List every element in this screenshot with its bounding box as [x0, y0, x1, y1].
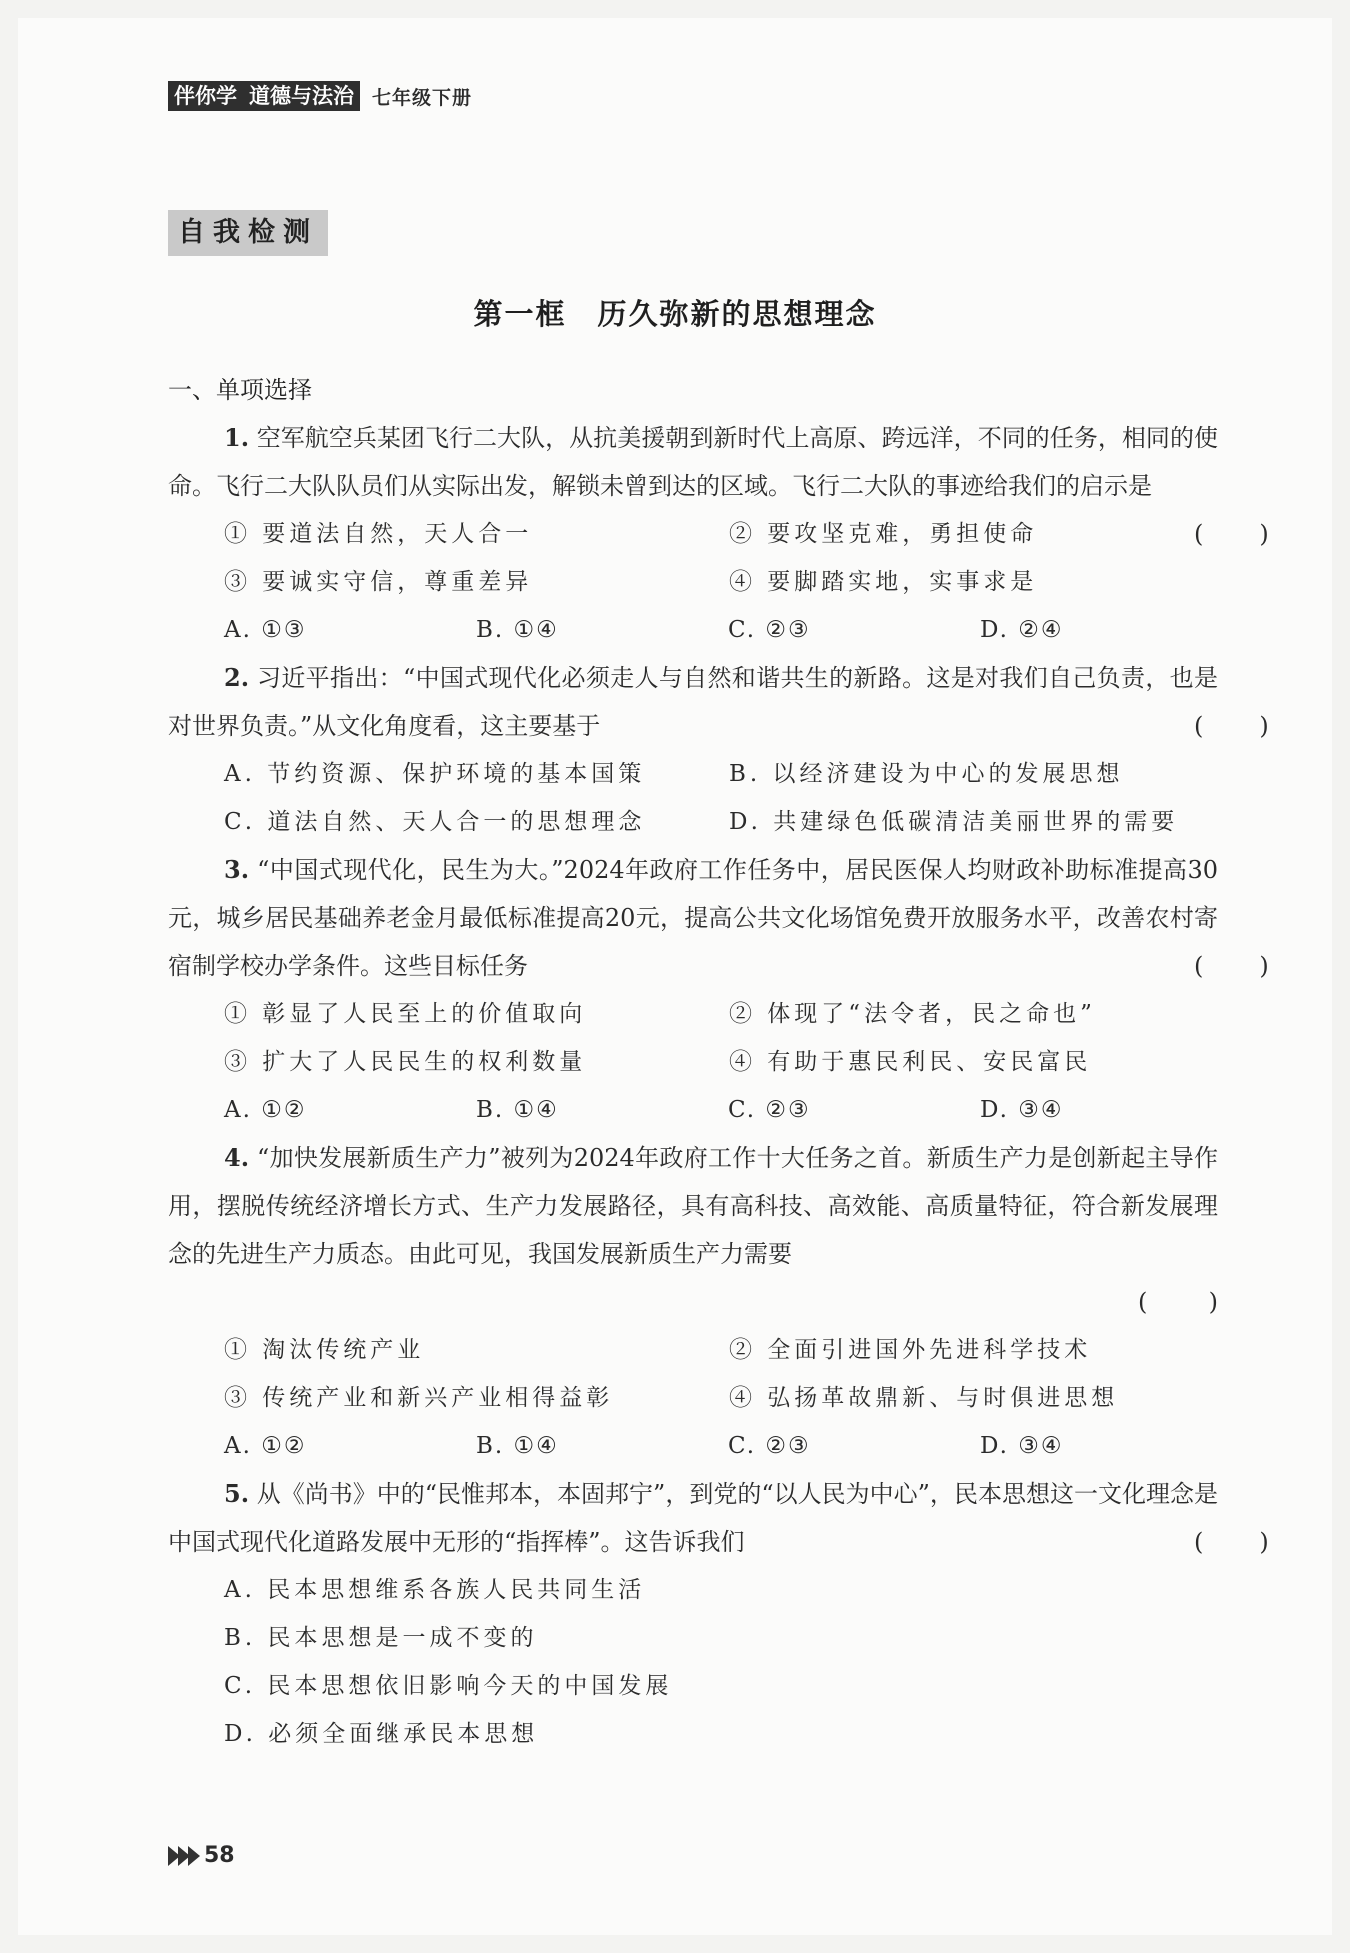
choice: B. 以经济建设为中心的发展思想	[729, 761, 1124, 787]
choice-list	[168, 606, 1218, 654]
grade-label: 七年级下册	[372, 86, 473, 109]
choice-list	[168, 1422, 1218, 1470]
choice: D. 共建绿色低碳清洁美丽世界的需要	[729, 809, 1179, 835]
choice: C. 民本思想依旧影响今天的中国发展	[224, 1673, 673, 1699]
choice: C. 道法自然、天人合一的思想理念	[224, 809, 646, 835]
question-text: 习近平指出：“中国式现代化必须走人与自然和谐共生的新路。这是对我们自己负责，也是对世界负责。”从文化角度看，这主要基于	[168, 664, 1218, 740]
choice: D. ③④	[980, 1097, 1064, 1123]
choice-list	[168, 1566, 1218, 1758]
choice: C. ②③	[728, 617, 811, 643]
statement: ④ 要脚踏实地，实事求是	[729, 569, 1038, 595]
statement: ② 体现了“法令者，民之命也”	[729, 1001, 1096, 1027]
statement: ① 要道法自然，天人合一	[224, 521, 533, 547]
statement: ① 淘汰传统产业	[224, 1337, 425, 1363]
choice: B. ①④	[476, 617, 559, 643]
question-text: “加快发展新质生产力”被列为2024年政府工作十大任务之首。新质生产力是创新起主导作用，摆脱传统经济增长方式、生产力发展路径，具有高科技、高效能、高质量特征，符合新发展理念的先进生产力质态。由此可见，我国发展新质生产力需要	[168, 1144, 1218, 1268]
choice: D. 必须全面继承民本思想	[224, 1721, 539, 1747]
choice: A. 节约资源、保护环境的基本国策	[224, 761, 646, 787]
question	[168, 1470, 1269, 1758]
statement: ② 全面引进国外先进科学技术	[729, 1337, 1092, 1363]
question-number: 2.	[224, 663, 250, 692]
triple-chevron-icon	[168, 1846, 198, 1866]
choice-list	[168, 750, 1218, 846]
answer-blank: ( )	[1138, 1288, 1218, 1316]
statement: ③ 扩大了人民民生的权利数量	[224, 1049, 587, 1075]
running-header	[168, 80, 472, 112]
question-text: 空军航空兵某团飞行二大队，从抗美援朝到新时代上高原、跨远洋，不同的任务，相同的使命。飞行二大队队员们从实际出发，解锁未曾到达的区域。飞行二大队的事迹给我们的启示是	[168, 424, 1218, 500]
section-tag: 自我检测	[168, 210, 328, 256]
lesson-title: 第一框 历久弥新的思想理念	[473, 297, 877, 331]
series-name: 伴你学	[174, 84, 237, 108]
choice: B. ①④	[476, 1433, 559, 1459]
part-heading: 一、单项选择	[168, 376, 312, 404]
statement: ② 要攻坚克难，勇担使命	[729, 521, 1038, 547]
statement: ③ 要诚实守信，尊重差异	[224, 569, 533, 595]
question	[168, 654, 1269, 846]
choice: C. ②③	[728, 1097, 811, 1123]
choice: D. ②④	[980, 617, 1064, 643]
statement: ④ 有助于惠民利民、安民富民	[729, 1049, 1092, 1075]
answer-blank: ( )	[1194, 952, 1269, 980]
question-number: 3.	[224, 855, 250, 884]
answer-blank: ( )	[1194, 1528, 1269, 1556]
choice: A. 民本思想维系各族人民共同生活	[224, 1577, 646, 1603]
question-number: 1.	[224, 423, 250, 452]
question-text: “中国式现代化，民生为大。”2024年政府工作任务中，居民医保人均财政补助标准提高30元，城乡居民基础养老金月最低标准提高20元，提高公共文化场馆免费开放服务水平，改善农村寄宿制学校办学条件。这些目标任务	[168, 856, 1218, 980]
question-list	[168, 414, 1269, 1758]
statement-list	[168, 1326, 1218, 1422]
statement: ④ 弘扬革故鼎新、与时俱进思想	[729, 1385, 1119, 1411]
statement-list	[168, 510, 1138, 606]
choice: B. 民本思想是一成不变的	[224, 1625, 538, 1651]
question-text: 从《尚书》中的“民惟邦本，本固邦宁”，到党的“以人民为中心”，民本思想这一文化理念是中国式现代化道路发展中无形的“指挥棒”。这告诉我们	[168, 1480, 1218, 1556]
statement-list	[168, 990, 1218, 1086]
question	[168, 1134, 1218, 1470]
choice: B. ①④	[476, 1097, 559, 1123]
series-tag	[168, 81, 360, 111]
question-number: 4.	[224, 1143, 250, 1172]
question	[168, 846, 1269, 1134]
question-stem	[168, 1134, 1218, 1278]
choice: A. ①③	[224, 617, 307, 643]
choice: A. ①②	[224, 1097, 307, 1123]
answer-blank: ( )	[1194, 520, 1269, 548]
choice: D. ③④	[980, 1433, 1064, 1459]
choice-list	[168, 1086, 1218, 1134]
statement: ③ 传统产业和新兴产业相得益彰	[224, 1385, 614, 1411]
question-stem	[168, 654, 1269, 750]
statement: ① 彰显了人民至上的价值取向	[224, 1001, 587, 1027]
question-stem	[168, 846, 1269, 990]
page-footer	[168, 1843, 235, 1868]
question-stem	[168, 1470, 1269, 1566]
page-number: 58	[204, 1843, 235, 1868]
answer-blank-line	[168, 1278, 1218, 1326]
question-number: 5.	[224, 1479, 250, 1508]
choice: C. ②③	[728, 1433, 811, 1459]
answer-blank: ( )	[1194, 712, 1269, 740]
choice: A. ①②	[224, 1433, 307, 1459]
question	[168, 414, 1269, 654]
subject-name: 道德与法治	[249, 84, 354, 108]
